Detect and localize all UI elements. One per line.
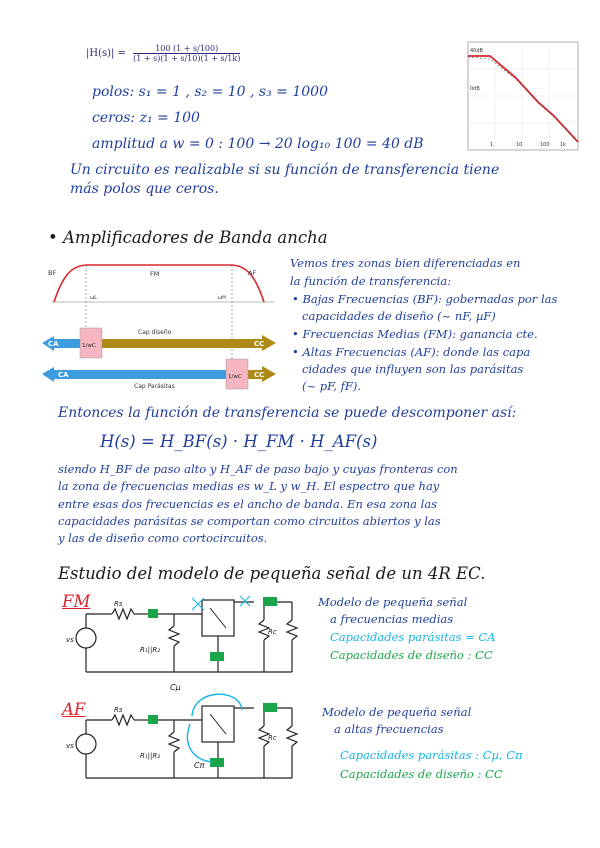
bode-x1: 1 [490, 142, 494, 148]
af-label: AF [62, 700, 86, 719]
transfer-function [86, 44, 240, 63]
small-signal-title: Estudio del modelo de pequeña señal de un 4R EC. [58, 564, 486, 583]
banda-bf-2: capacidades de diseño (~ nF, µF) [302, 309, 496, 323]
upper-1-over-wc: 1/wC [82, 343, 96, 349]
fm-desc-3: Capacidades parásitas = CA [330, 630, 496, 644]
bode-plot [468, 42, 578, 150]
bode-y-mid: 0dB [470, 86, 480, 92]
banda-af-1: • Altas Frecuencias (AF): donde las capa [292, 345, 531, 359]
af-rb: R₁||R₂ [140, 752, 161, 760]
fm-circuit [64, 590, 314, 690]
decomp-p3: entre esas dos frecuencias es el ancho de banda. En esa zona las [58, 497, 438, 511]
band-wl: ωL [90, 295, 97, 301]
band-fm: FM [150, 270, 160, 278]
banda-fm: • Frecuencias Medias (FM): ganancia cte. [292, 327, 538, 341]
decomp-p4: capacidades parásitas se comportan como circuitos abiertos y las [58, 514, 441, 528]
band-bf: BF [48, 269, 57, 277]
banda-para-2: la función de transferencia: [290, 274, 452, 288]
fm-desc-1: Modelo de pequeña señal [318, 595, 468, 609]
polos-line: polos: s₁ = 1 , s₂ = 10 , s₃ = 1000 [92, 84, 328, 100]
af-desc-4: Capacidades de diseño : CC [340, 767, 503, 781]
decomp-equation: H(s) = H_BF(s) · H_FM · H_AF(s) [100, 432, 378, 451]
bode-x4: 1k [560, 142, 567, 148]
fm-desc-4: Capacidades de diseño : CC [330, 648, 493, 662]
decomp-line-1: Entonces la función de transferencia se puede descomponer así: [58, 405, 517, 421]
decomp-p1: siendo H_BF de paso alto y H_AF de paso bajo y cuyas fronteras con [58, 462, 458, 476]
lower-1-over-wc: 1/wC [228, 374, 242, 380]
bode-x2: 10 [516, 142, 523, 148]
decomp-p2: la zona de frecuencias medias es w_L y w_H. El espectro que hay [58, 479, 440, 493]
amplitud-line: amplitud a w = 0 : 100 → 20 log₁₀ 100 = 40 dB [92, 136, 424, 152]
af-vs: vs [66, 742, 74, 750]
section-banda-title: • Amplificadores de Banda ancha [48, 228, 328, 247]
fm-rb: R₁||R₂ [140, 646, 161, 654]
bode-x3: 100 [540, 142, 550, 148]
fm-label: FM [62, 592, 91, 611]
tf-numerator: 100 (1 + s/100) [133, 44, 240, 54]
fm-desc-2: a frecuencias medias [330, 612, 454, 626]
fm-rs: Rs [114, 600, 123, 608]
fm-rc: Rc [268, 628, 277, 636]
bode-y-top: 40dB [470, 48, 483, 54]
af-circuit [64, 683, 314, 790]
af-rc: Rc [268, 734, 277, 742]
banda-para-1: Vemos tres zonas bien diferenciadas en [290, 256, 521, 270]
label-cap-diseno: Cap diseño [138, 329, 172, 336]
af-desc-1: Modelo de pequeña señal [322, 705, 472, 719]
realizable-line-1: Un circuito es realizable si su función de transferencia tiene [70, 162, 500, 178]
arrow-ca-lower [42, 367, 228, 382]
lower-cc: CC [254, 371, 265, 379]
af-rs: Rs [114, 706, 123, 714]
af-cpi-arc [187, 724, 212, 762]
upper-cc: CC [254, 340, 265, 348]
af-desc-3: Capacidades parásitas : Cµ, Cπ [340, 748, 523, 762]
arrow-cc-upper [94, 335, 276, 351]
lower-ca: CA [58, 371, 69, 379]
tf-lhs: |H(s)| = [86, 48, 126, 59]
fm-vs: vs [66, 636, 74, 644]
realizable-line-2: más polos que ceros. [70, 181, 219, 197]
tf-denominator: (1 + s)(1 + s/10)(1 + s/1k) [133, 54, 241, 63]
banda-af-3: (~ pF, fF). [302, 379, 362, 393]
af-cmu: Cµ [170, 683, 181, 692]
banda-af-2: cidades que influyen son las parásitas [302, 362, 524, 376]
banda-bf-1: • Bajas Frecuencias (BF): gobernadas por las [292, 292, 558, 306]
ceros-line: ceros: z₁ = 100 [92, 110, 200, 126]
band-af: AF [248, 269, 257, 277]
decomp-p5: y las de diseño como cortocircuitos. [58, 531, 268, 545]
af-desc-2: a altas frecuencias [334, 722, 444, 736]
band-diagram [42, 262, 282, 394]
label-cap-parasitas: Cap Parásitas [134, 383, 175, 390]
af-cpi: Cπ [194, 761, 205, 770]
upper-ca: CA [48, 340, 59, 348]
band-wh: ωH [218, 295, 226, 301]
